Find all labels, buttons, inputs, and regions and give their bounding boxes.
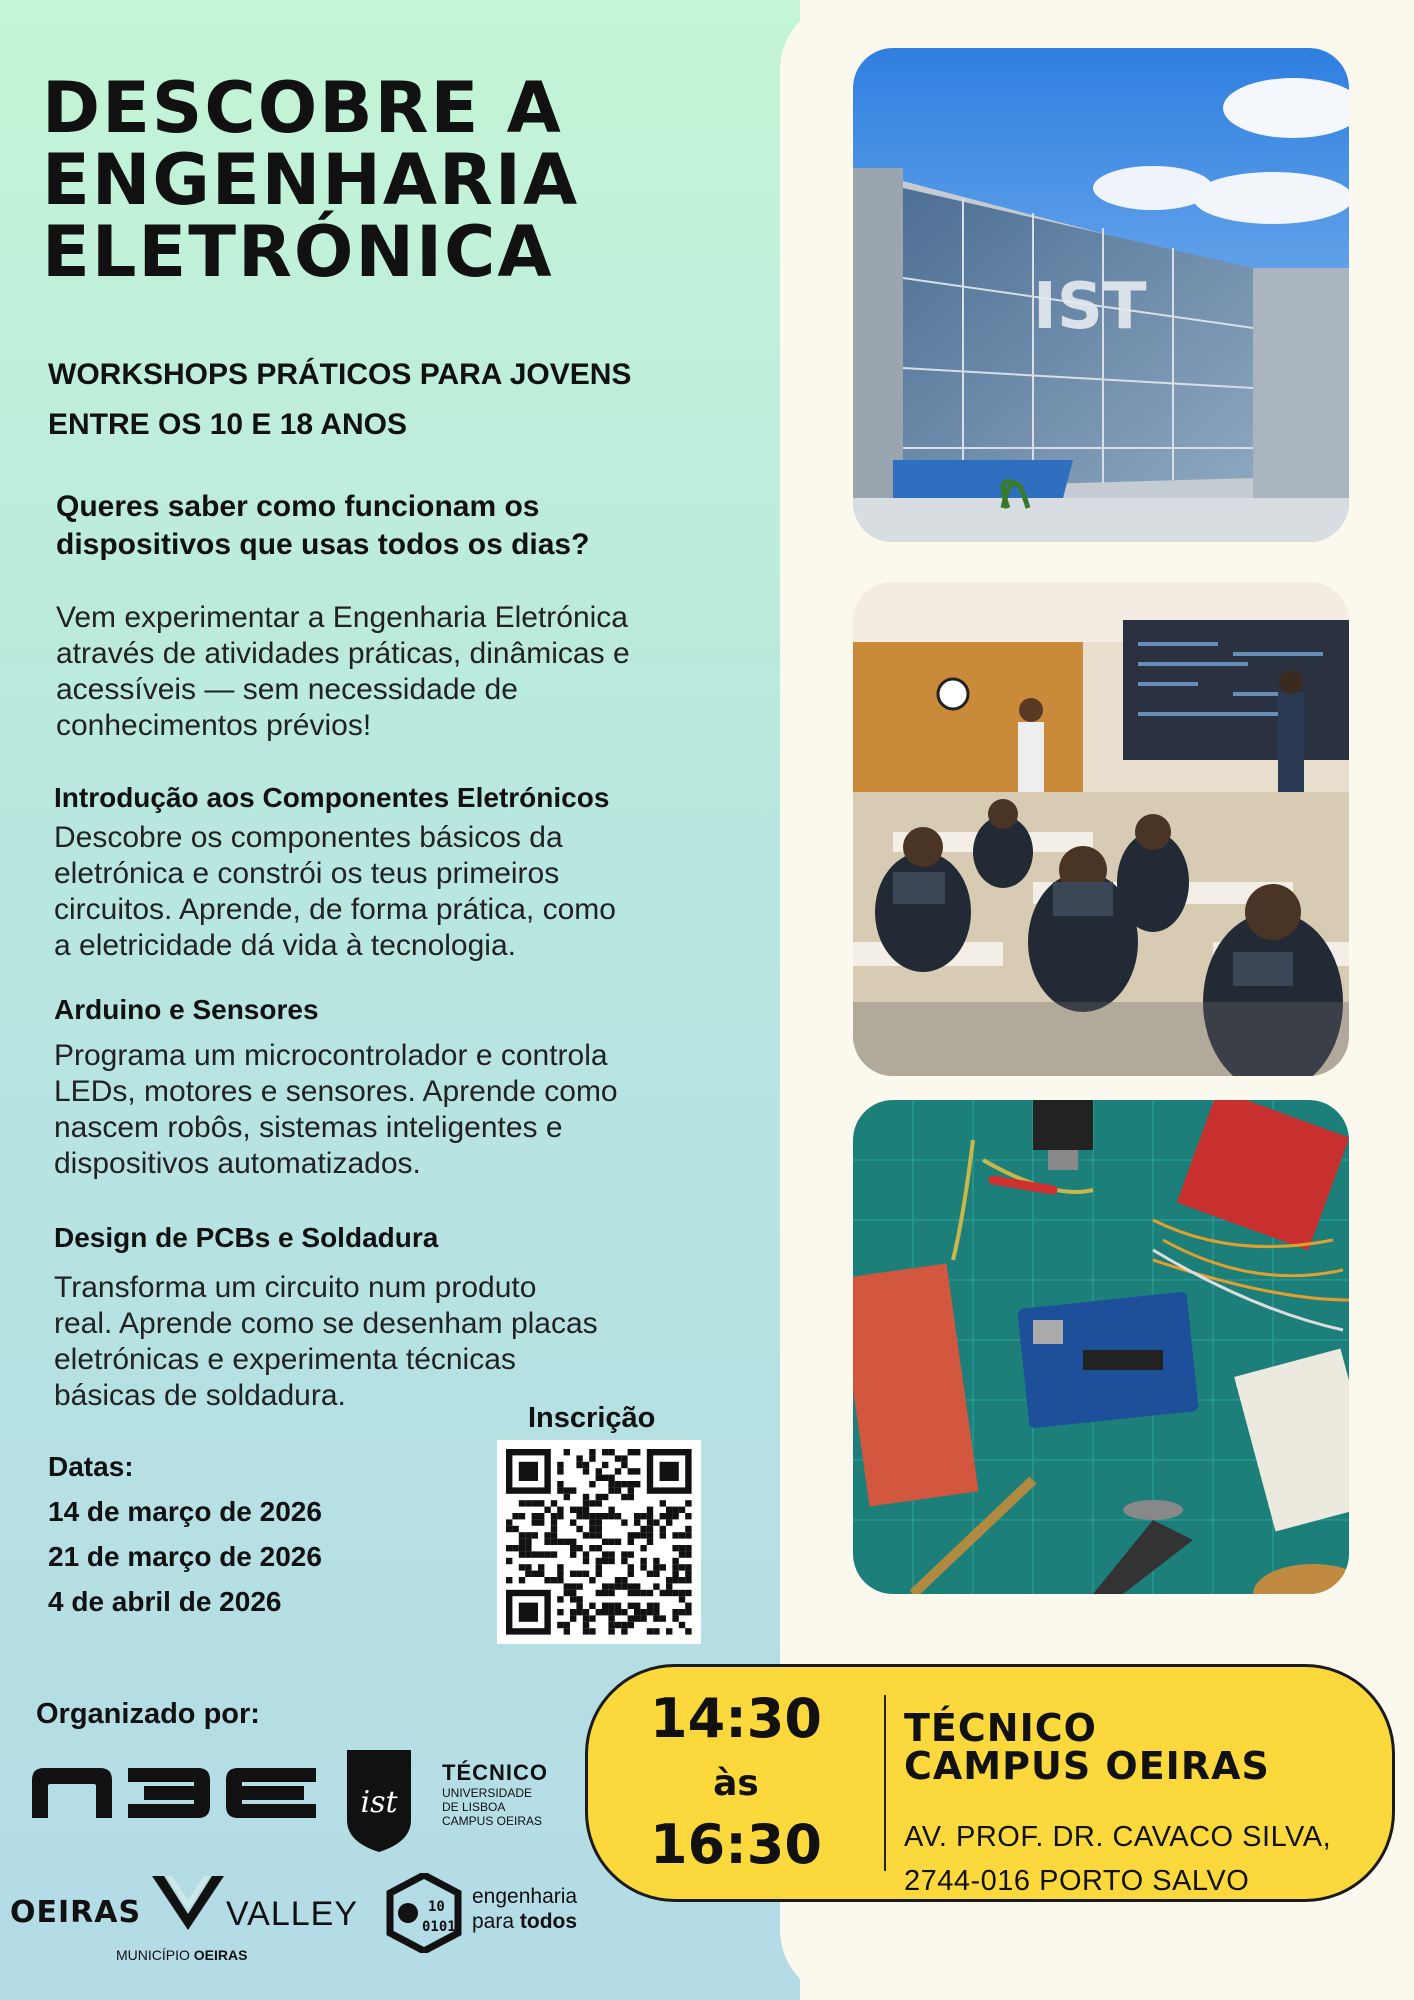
organizers-label: Organizado por: bbox=[36, 1698, 260, 1730]
svg-text:0101: 0101 bbox=[422, 1919, 456, 1935]
venue-address bbox=[904, 1815, 1331, 1903]
intro-line-3: acessíveis — sem necessidade de bbox=[56, 673, 518, 706]
workshop-line: dispositivos automatizados. bbox=[54, 1147, 421, 1180]
electronics-image bbox=[853, 1100, 1349, 1594]
intro-question bbox=[56, 488, 756, 564]
date-item: 14 de março de 2026 bbox=[48, 1496, 322, 1527]
workshop-title: Design de PCBs e Soldadura bbox=[54, 1222, 439, 1253]
schedule-venue-box bbox=[585, 1664, 1395, 1902]
date-item: 4 de abril de 2026 bbox=[48, 1586, 282, 1617]
venue-name-line-2: CAMPUS OEIRAS bbox=[904, 1744, 1270, 1788]
workshop-line: Transforma um circuito num produto bbox=[54, 1271, 537, 1304]
photo-campus-building bbox=[853, 48, 1349, 542]
intro-line-1: Vem experimentar a Engenharia Eletrónica bbox=[56, 601, 628, 634]
workshop-line: Descobre os componentes básicos da bbox=[54, 821, 563, 854]
title-line-2: ENGENHARIA bbox=[42, 139, 580, 221]
workshop-components bbox=[54, 780, 754, 964]
venue-name bbox=[904, 1706, 1270, 1788]
registration-qr-code[interactable] bbox=[497, 1440, 701, 1644]
workshop-line: a eletricidade dá vida à tecnologia. bbox=[54, 929, 516, 962]
workshop-line: LEDs, motores e sensores. Aprende como bbox=[54, 1075, 618, 1108]
ept-label bbox=[472, 1884, 577, 1934]
workshop-title: Introdução aos Componentes Eletrónicos bbox=[54, 782, 610, 813]
tecnico-subtitle bbox=[442, 1786, 542, 1828]
building-image bbox=[853, 48, 1349, 542]
intro-paragraph bbox=[56, 600, 756, 744]
workshop-title: Arduino e Sensores bbox=[54, 994, 319, 1025]
photo-electronics bbox=[853, 1100, 1349, 1594]
workshop-line: Programa um microcontrolador e controla bbox=[54, 1039, 608, 1072]
nee-logo bbox=[32, 1768, 316, 1818]
workshop-line: circuitos. Aprende, de forma prática, como bbox=[54, 893, 616, 926]
schedule-column bbox=[588, 1667, 884, 1899]
tecnico-name: TÉCNICO bbox=[442, 1760, 548, 1785]
ept-line-2-prefix: para bbox=[472, 1910, 515, 1933]
nee-logo-text: nee bbox=[32, 1768, 34, 1769]
workshop-arduino bbox=[54, 992, 754, 1182]
svg-text:ist: ist bbox=[360, 1785, 398, 1820]
main-title bbox=[42, 67, 782, 293]
end-time: 16:30 bbox=[650, 1813, 822, 1876]
engenharia-para-todos-icon bbox=[386, 1873, 462, 1953]
question-line-1: Queres saber como funcionam os bbox=[56, 490, 540, 523]
photo-classroom bbox=[853, 582, 1349, 1076]
tecnico-line-1: UNIVERSIDADE bbox=[442, 1786, 533, 1800]
intro-line-4: conhecimentos prévios! bbox=[56, 709, 372, 742]
ist-sign: IST bbox=[1033, 270, 1147, 344]
workshop-line: real. Aprende como se desenham placas bbox=[54, 1307, 598, 1340]
title-line-3: ELETRÓNICA bbox=[42, 211, 554, 293]
classroom-image bbox=[853, 582, 1349, 1076]
question-line-2: dispositivos que usas todos os dias? bbox=[56, 528, 590, 561]
workshop-line: eletrónicas e experimenta técnicas bbox=[54, 1343, 516, 1376]
tecnico-line-3: CAMPUS OEIRAS bbox=[442, 1814, 543, 1828]
subtitle-line-1: WORKSHOPS PRÁTICOS PARA JOVENS bbox=[48, 358, 632, 391]
box-divider bbox=[884, 1695, 886, 1871]
date-item: 21 de março de 2026 bbox=[48, 1541, 322, 1572]
oeiras-word: OEIRAS bbox=[10, 1895, 142, 1930]
tecnico-shield-icon bbox=[347, 1750, 411, 1852]
workshop-pcb bbox=[54, 1220, 754, 1414]
subtitle bbox=[48, 350, 778, 450]
venue-name-line-1: TÉCNICO bbox=[904, 1706, 1097, 1750]
municipio-label bbox=[116, 1947, 247, 1963]
ept-line-2-bold: todos bbox=[519, 1910, 578, 1933]
qr-code-icon bbox=[497, 1440, 701, 1644]
valley-word: VALLEY bbox=[226, 1895, 359, 1933]
start-time: 14:30 bbox=[650, 1687, 822, 1750]
address-line-1: AV. PROF. DR. CAVACO SILVA, bbox=[904, 1821, 1332, 1853]
intro-line-2: através de atividades práticas, dinâmicas e bbox=[56, 637, 630, 670]
dates-section bbox=[48, 1444, 322, 1624]
workshop-line: eletrónica e constrói os teus primeiros bbox=[54, 857, 560, 890]
workshop-line: básicas de soldadura. bbox=[54, 1379, 346, 1412]
registration-label: Inscrição bbox=[528, 1402, 656, 1434]
address-line-2: 2744-016 PORTO SALVO bbox=[904, 1865, 1250, 1897]
municipio-name: OEIRAS bbox=[193, 1947, 248, 1963]
workshop-line: nascem robôs, sistemas inteligentes e bbox=[54, 1111, 563, 1144]
svg-text:10: 10 bbox=[428, 1899, 445, 1915]
valley-v-icon bbox=[152, 1874, 224, 1932]
dates-label: Datas: bbox=[48, 1451, 134, 1482]
time-separator: às bbox=[713, 1763, 759, 1804]
tecnico-line-2: DE LISBOA bbox=[442, 1800, 506, 1814]
municipio-prefix: MUNICÍPIO bbox=[116, 1947, 190, 1963]
ept-line-1: engenharia bbox=[472, 1885, 578, 1908]
subtitle-line-2: ENTRE OS 10 E 18 ANOS bbox=[48, 408, 408, 441]
title-line-1: DESCOBRE A bbox=[42, 67, 563, 149]
